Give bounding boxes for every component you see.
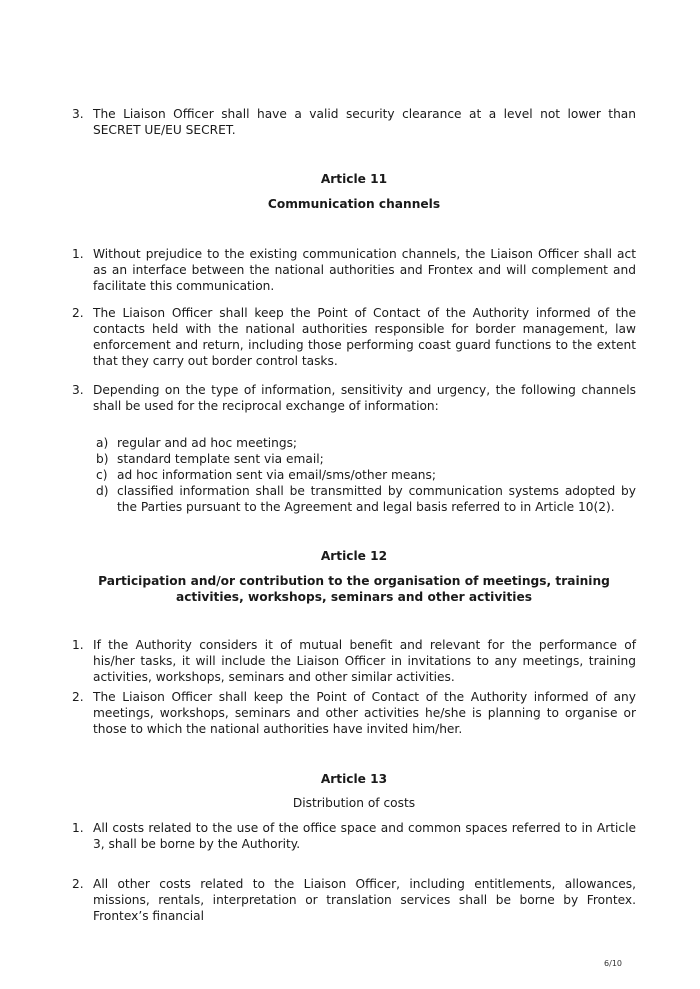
paragraph-text: All costs related to the use of the office space and common spaces referred to in Article 3, shall be borne by the Authority. (93, 821, 636, 851)
paragraph-text: The Liaison Officer shall have a valid security clearance at a level not lower than SECRET UE/EU SECRET. (93, 107, 636, 137)
art11-paragraph-1 (72, 246, 636, 294)
paragraph-text: The Liaison Officer shall keep the Point of Contact of the Authority informed of any meetings, workshops, seminars and other activities he/she is planning to organise or those to which the national authorities have invited him/her. (93, 690, 636, 736)
art13-paragraph-2 (72, 876, 636, 924)
sublist-text: ad hoc information sent via email/sms/other means; (117, 468, 436, 482)
article-11-title: Article 11 (320, 172, 388, 186)
paragraph-number: 1. (72, 638, 84, 652)
art11-paragraph-3 (72, 382, 636, 414)
paragraph-number: 2. (72, 690, 84, 704)
sublist-text: regular and ad hoc meetings; (117, 436, 298, 450)
page-number: 6/10 (604, 959, 622, 968)
art12-paragraph-2 (72, 689, 636, 737)
sublist-item-b (96, 451, 636, 467)
sublist-label: b) (96, 452, 109, 466)
paragraph-text: If the Authority considers it of mutual benefit and relevant for the performance of his/her tasks, it will include the Liaison Officer in invitations to any meetings, training activities, workshops, seminars and other similar activities. (93, 638, 636, 684)
art11-paragraph-2 (72, 305, 636, 369)
paragraph-number: 2. (72, 877, 84, 891)
paragraph-text: Depending on the type of information, sensitivity and urgency, the following channels shall be used for the reciprocal exchange of information: (93, 383, 636, 413)
paragraph-prev-3 (72, 106, 636, 138)
article-12-title: Article 12 (320, 549, 388, 563)
paragraph-number: 1. (72, 247, 84, 261)
paragraph-number: 1. (72, 821, 84, 835)
article-11-subtitle: Communication channels (267, 197, 441, 211)
art12-paragraph-1 (72, 637, 636, 685)
art11-sublist (96, 435, 636, 515)
sublist-label: d) (96, 484, 109, 498)
sublist-text: classified information shall be transmitted by communication systems adopted by the Parties pursuant to the Agreement and legal basis referred to in Article 10(2). (117, 484, 636, 514)
paragraph-number: 3. (72, 383, 84, 397)
paragraph-number: 3. (72, 107, 84, 121)
article-13-title: Article 13 (320, 772, 388, 786)
art13-paragraph-1 (72, 820, 636, 852)
sublist-text: standard template sent via email; (117, 452, 324, 466)
article-13-subtitle: Distribution of costs (292, 796, 416, 810)
paragraph-number: 2. (72, 306, 84, 320)
sublist-item-d (96, 483, 636, 515)
paragraph-text: Without prejudice to the existing communication channels, the Liaison Officer shall act as an interface between the national authorities and Frontex and will complement and facilitate this communication. (93, 247, 636, 293)
article-12-subtitle: Participation and/or contribution to the organisation of meetings, training activities, workshops, seminars and other activities (98, 574, 610, 604)
sublist-label: a) (96, 436, 109, 450)
sublist-item-a (96, 435, 636, 451)
sublist-label: c) (96, 468, 108, 482)
sublist-item-c (96, 467, 636, 483)
paragraph-text: All other costs related to the Liaison Officer, including entitlements, allowances, missions, rentals, interpretation or translation services shall be borne by Frontex. Frontex’s financial (93, 877, 636, 923)
paragraph-text: The Liaison Officer shall keep the Point of Contact of the Authority informed of the contacts held with the national authorities responsible for border management, law enforcement and return, including those performing coast guard functions to the extent that they carry out border control tasks. (93, 306, 636, 368)
